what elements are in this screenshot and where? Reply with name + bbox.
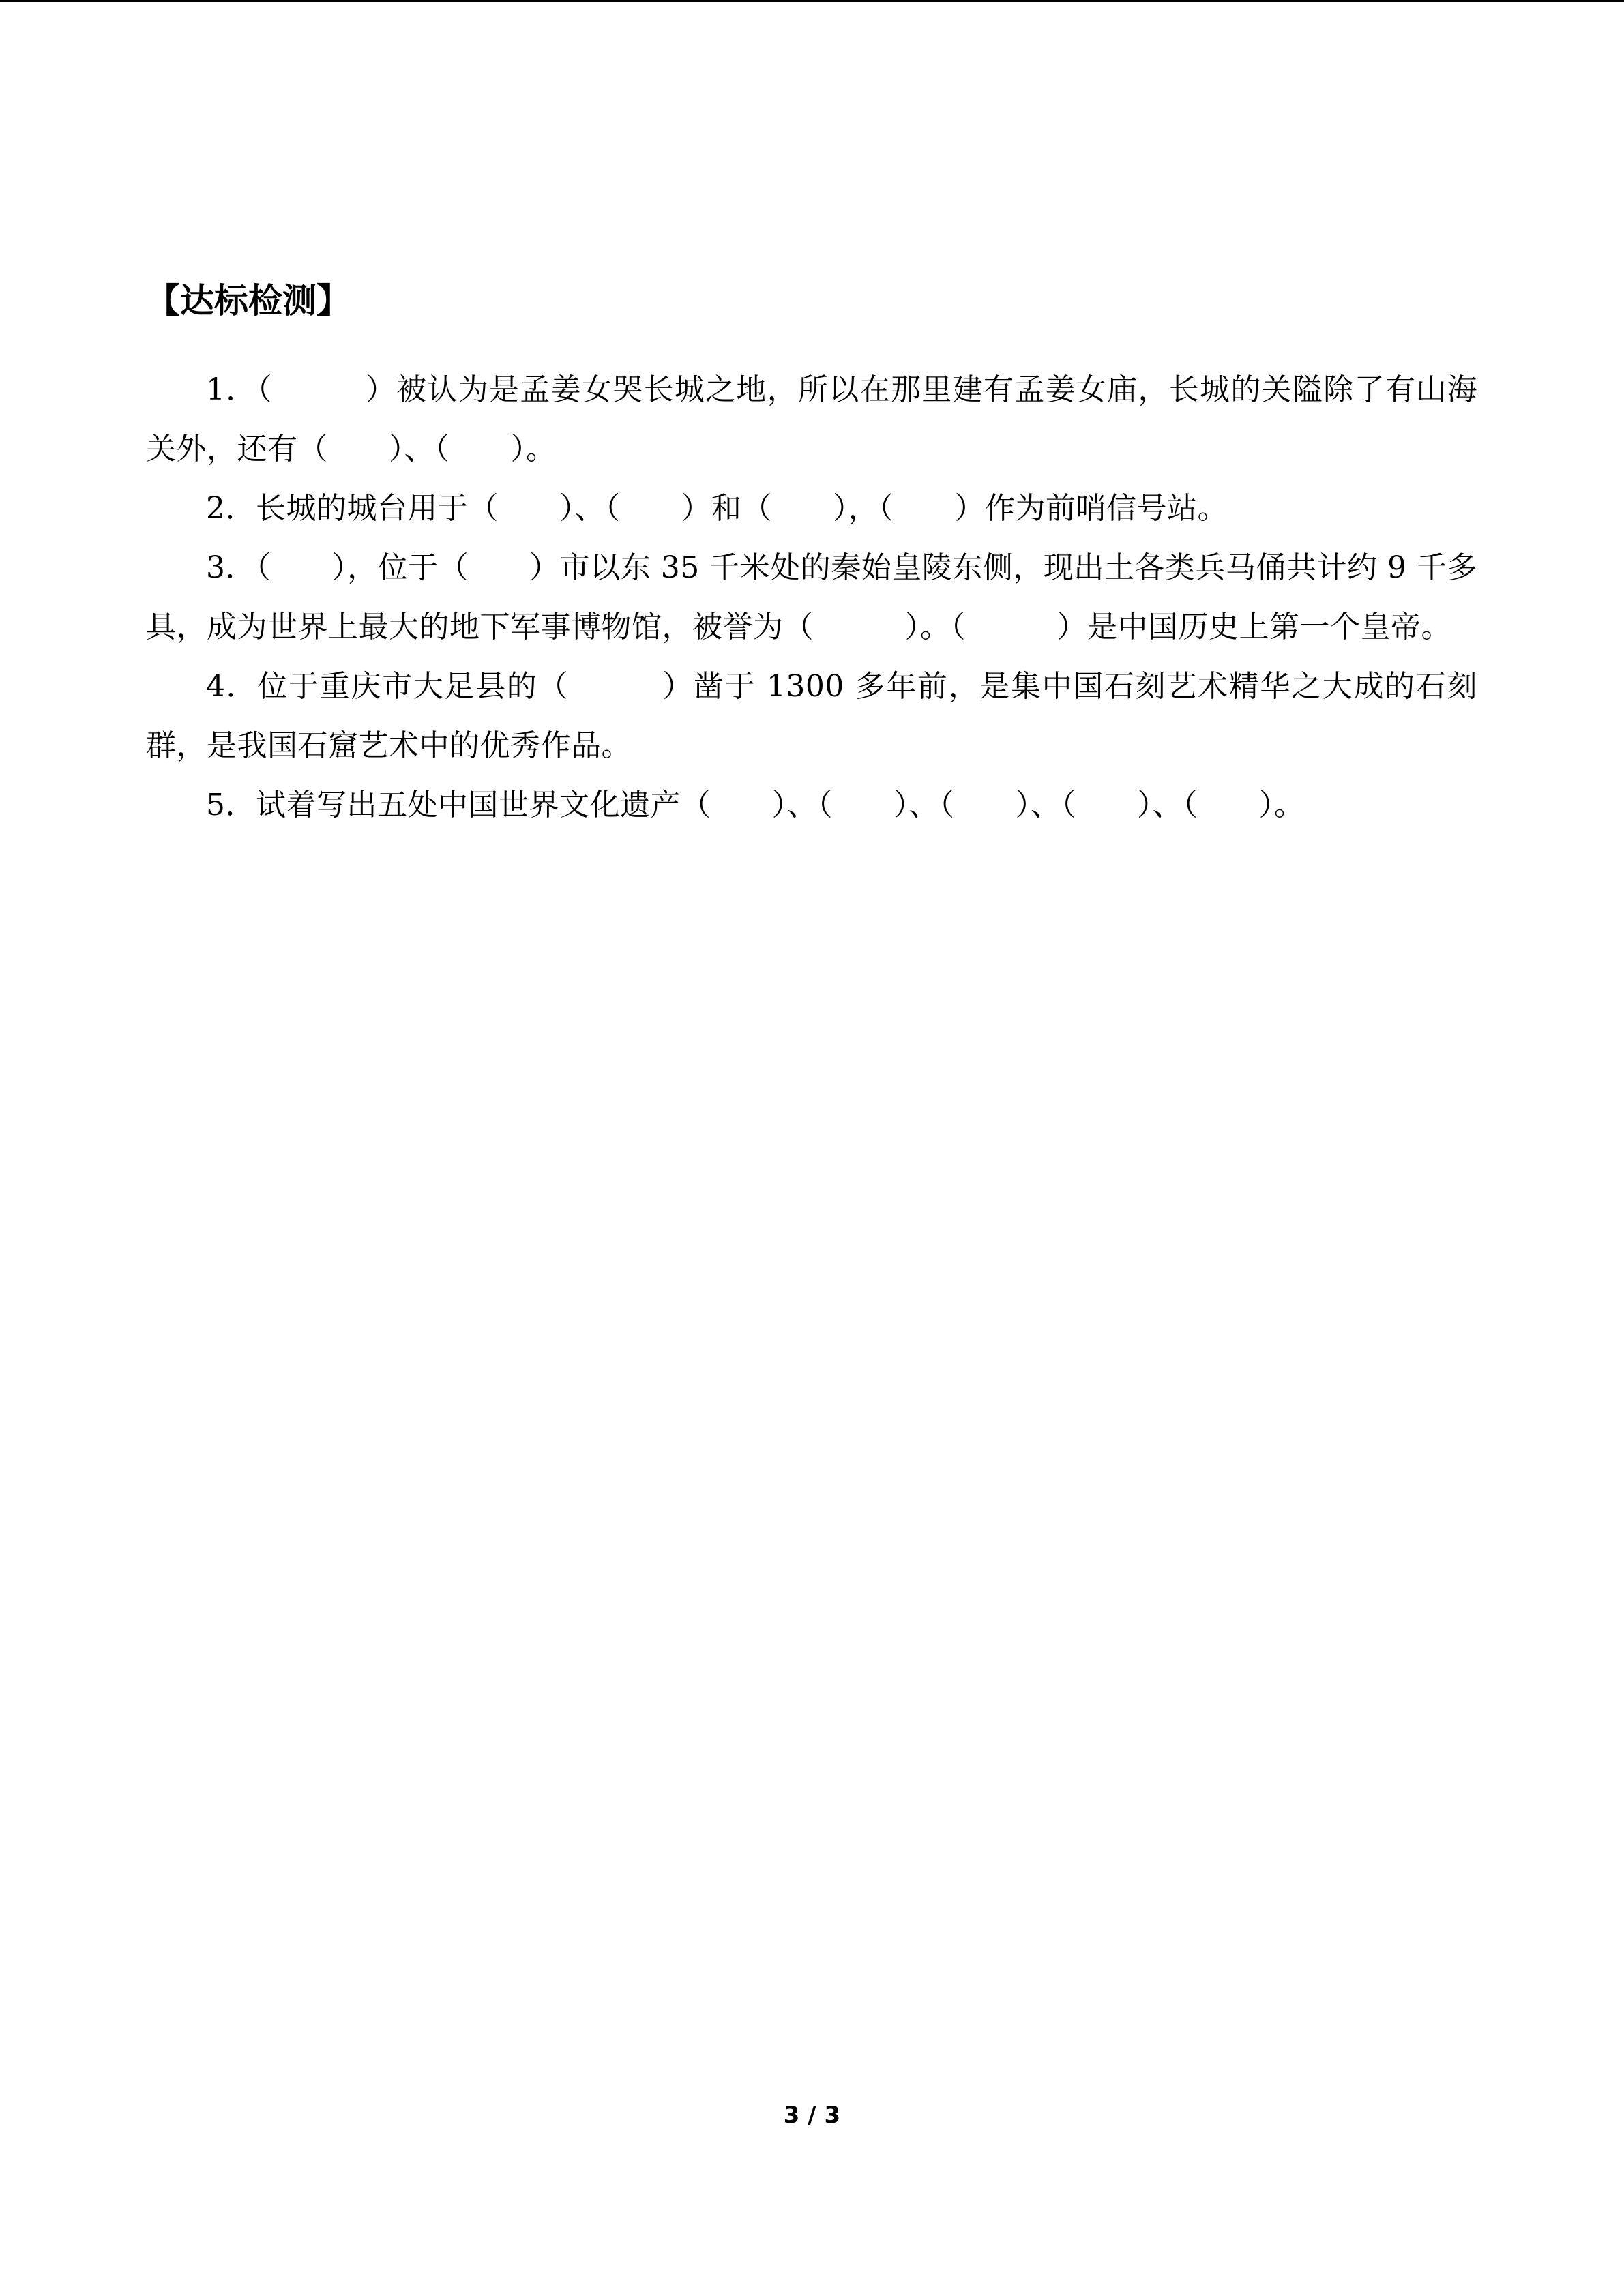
question-5: 5．试着写出五处中国世界文化遗产（ ）、（ ）、（ ）、（ ）、（ ）。: [206, 788, 1305, 822]
document-body: [146, 271, 1477, 835]
page-number: 3 / 3: [783, 2102, 841, 2129]
page-top-border: [0, 0, 1624, 2]
question-3: 3．（ ），位于（ ）市以东 35 千米处的秦始皇陵东侧，现出土各类兵马俑共计约 9 千多具，成为世界上最大的地下军事博物馆，被誉为（ ）。（ ）是中国历史上第一个皇帝。: [146, 550, 1477, 644]
question-1: 1．（ ）被认为是孟姜女哭长城之地，所以在那里建有孟姜女庙，长城的关隘除了有山海关外，还有（ ）、（ ）。: [146, 372, 1477, 466]
question-2: 2．长城的城台用于（ ）、（ ）和（ ），（ ）作为前哨信号站。: [206, 491, 1228, 526]
section-title: 【达标检测】: [146, 281, 351, 320]
question-4: 4．位于重庆市大足县的（ ）凿于 1300 多年前，是集中国石刻艺术精华之大成的石刻群，是我国石窟艺术中的优秀作品。: [146, 669, 1477, 763]
